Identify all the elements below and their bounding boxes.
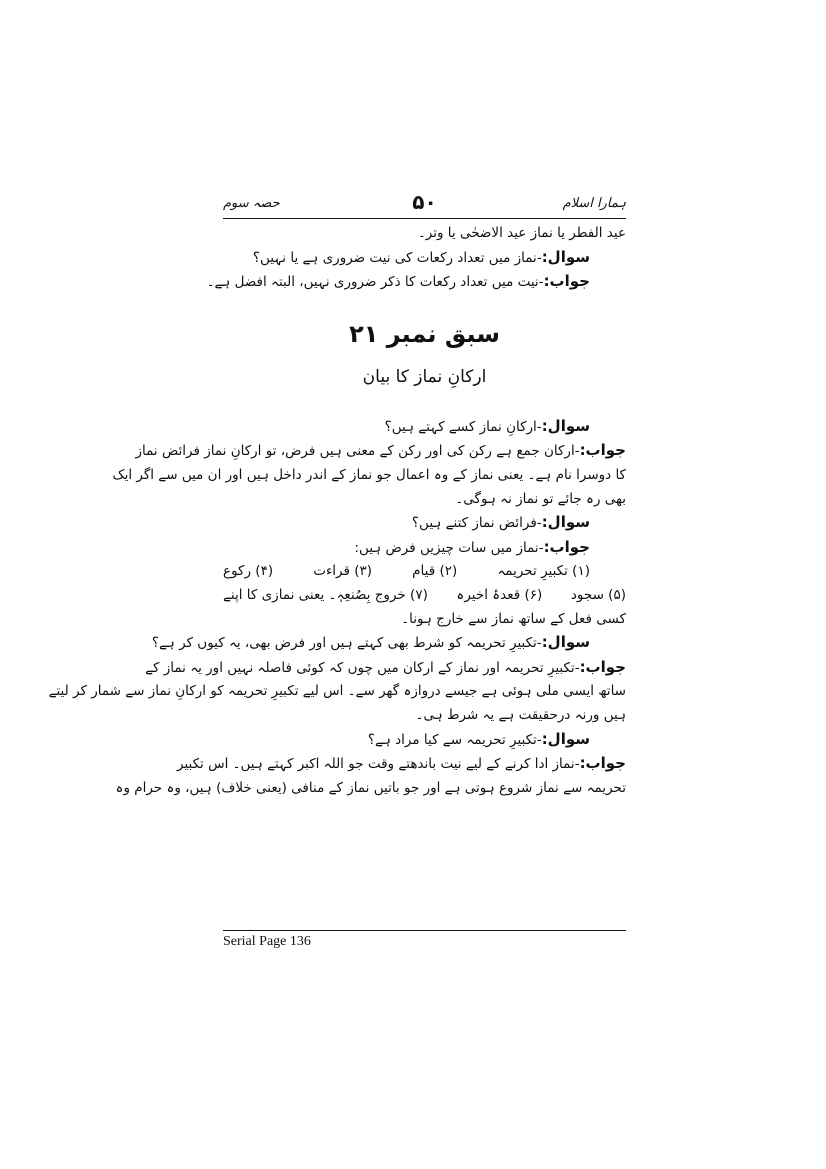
answer-label: جواب: bbox=[543, 537, 590, 556]
text-line: ہیں ورنہ درحقیقت ہے یہ شرط ہی۔ bbox=[415, 706, 626, 723]
question-text: -ارکانِ نماز کسے کہتے ہیں؟ bbox=[384, 418, 542, 435]
answer-label: جواب: bbox=[543, 272, 590, 291]
answer-text: -نیت میں تعداد رکعات کا ذکر ضروری نہیں، البتہ افضل ہے۔ bbox=[206, 274, 544, 291]
question-text: -نماز میں تعداد رکعات کی نیت ضروری ہے یا نہیں؟ bbox=[252, 249, 542, 266]
fard-list-row-2 bbox=[223, 584, 626, 608]
page-header bbox=[223, 190, 626, 220]
serial-page-label: Serial Page 136 bbox=[223, 934, 311, 949]
answer-text: -نماز میں سات چیزیں فرض ہیں: bbox=[354, 539, 544, 556]
book-title: ہمارا اسلام bbox=[562, 196, 626, 211]
lesson-subtitle: ارکانِ نماز کا بیان bbox=[362, 366, 487, 387]
question-line bbox=[223, 246, 626, 271]
question-label: سوال: bbox=[541, 729, 590, 748]
list-item: (۵) سجود bbox=[570, 586, 626, 603]
answer-line bbox=[206, 270, 626, 295]
answer-line bbox=[223, 536, 626, 561]
list-item: (۶) قعدۂ اخیرہ bbox=[456, 586, 543, 603]
answer-text: -تکبیرِ تحریمہ اور نماز کے ارکان میں چوں کہ کوئی فاصلہ نہیں اور یہ نماز کے bbox=[145, 659, 580, 676]
text-line: بھی رہ جائے تو نماز نہ ہوگی۔ bbox=[455, 490, 626, 507]
list-item: (۳) قراءت bbox=[313, 563, 373, 580]
answer-line bbox=[145, 656, 626, 681]
answer-line bbox=[177, 752, 626, 777]
list-item: (۴) رکوع bbox=[223, 563, 274, 580]
page-content bbox=[48, 222, 626, 800]
page-number: ۵۰ bbox=[412, 190, 437, 214]
question-text: -تکبیرِ تحریمہ کو شرط بھی کہتے ہیں اور فرض بھی، یہ کیوں کر ہے؟ bbox=[151, 635, 542, 652]
question-label: سوال: bbox=[541, 513, 590, 532]
text-line: تحریمہ سے نماز شروع ہوتی ہے اور جو باتیں نماز کے منافی (یعنی خلاف) ہیں، وہ حرام وہ bbox=[115, 779, 626, 796]
question-label: سوال: bbox=[541, 247, 590, 266]
header-divider bbox=[223, 218, 626, 219]
question-label: سوال: bbox=[541, 416, 590, 435]
text-line: کا دوسرا نام ہے۔ یعنی نماز کے وہ اعمال جو نماز کے اندر داخل ہیں اور ان میں سے اگر ایک bbox=[112, 466, 626, 483]
answer-text: -نماز ادا کرنے کے لیے نیت باندھتے وقت جو اللہ اکبر کہتے ہیں۔ اس تکبیر bbox=[177, 756, 580, 773]
footer-divider bbox=[223, 930, 626, 931]
fard-list-row-1 bbox=[223, 560, 626, 584]
answer-line bbox=[135, 439, 626, 464]
answer-text: -ارکان جمع ہے رکن کی اور رکن کے معنی ہیں فرض، تو ارکانِ نماز فرائض نماز bbox=[135, 443, 580, 460]
book-part: حصہ سوم bbox=[223, 196, 280, 211]
answer-label: جواب: bbox=[579, 657, 626, 676]
question-line bbox=[151, 631, 626, 656]
answer-label: جواب: bbox=[579, 441, 626, 460]
question-text: -فرائض نماز کتنے ہیں؟ bbox=[411, 515, 542, 532]
text-line: عید الفطر یا نماز عید الاضحٰی یا وتر۔ bbox=[417, 225, 626, 241]
question-line bbox=[223, 511, 626, 536]
list-item: (۱) تکبیرِ تحریمہ bbox=[497, 563, 590, 580]
book-page bbox=[48, 190, 626, 960]
question-line bbox=[223, 728, 626, 753]
text-line: ساتھ ایسی ملی ہوئی ہے جیسے دروازہ گھر سے۔ اس لیے تکبیرِ تحریمہ کو ارکانِ نماز سے شمار کر لیتے bbox=[48, 683, 626, 700]
question-line bbox=[223, 415, 626, 440]
list-item: (۲) قیام bbox=[412, 563, 458, 580]
answer-label: جواب: bbox=[579, 754, 626, 773]
text-line: کسی فعل کے ساتھ نماز سے خارج ہونا۔ bbox=[401, 610, 626, 627]
question-text: -تکبیرِ تحریمہ سے کیا مراد ہے؟ bbox=[367, 731, 542, 748]
lesson-title: سبق نمبر ۲۱ bbox=[349, 319, 500, 348]
list-item: (۷) خروج بِصُنعِہٖ۔ یعنی نمازی کا اپنے bbox=[223, 586, 428, 603]
question-label: سوال: bbox=[541, 633, 590, 652]
